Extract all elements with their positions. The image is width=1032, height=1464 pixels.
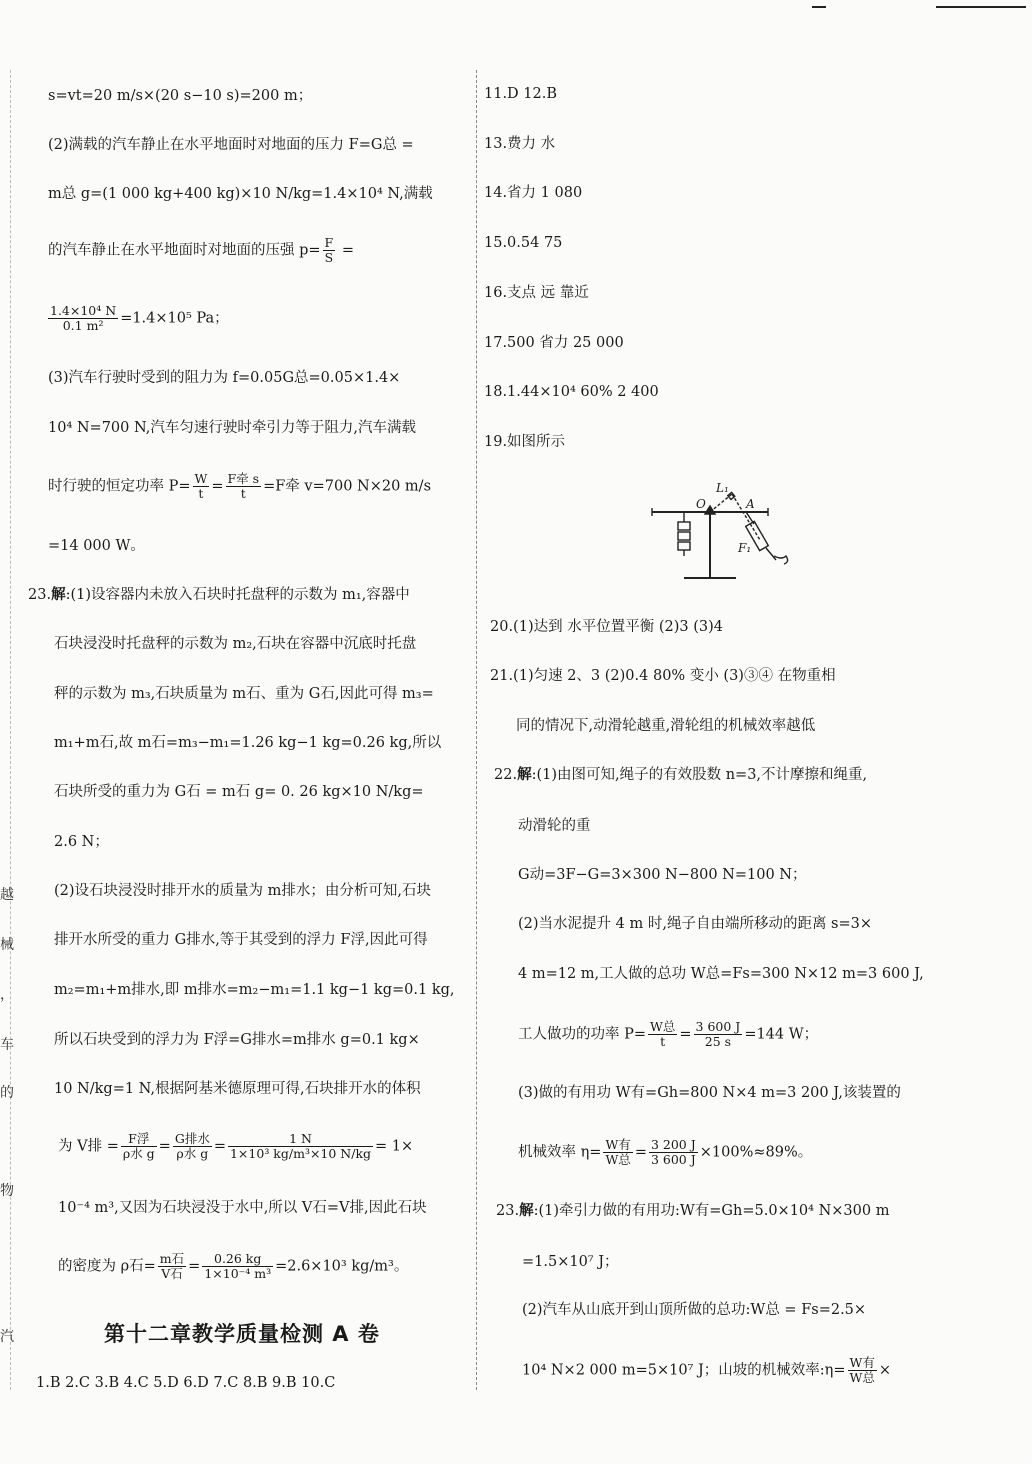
- top-mark: [812, 6, 826, 8]
- text-line: (2)满载的汽车静止在水平地面时对地面的压力 F=G总 =: [48, 137, 414, 153]
- column-divider: [476, 70, 477, 1390]
- text-line: 工人做功的功率 P= $\frac{\text{W总}}{t}$ = $\frac{3 600 J}{25 s}$ =144 W；: [518, 1019, 819, 1049]
- answer-line: 11.D 12.B: [484, 86, 558, 102]
- label-O: O: [696, 497, 706, 511]
- label-F1: F₁: [738, 541, 752, 555]
- lever-figure: [650, 470, 800, 590]
- answer-line: 15.0.54 75: [484, 235, 563, 251]
- fraction: $\frac{\text{W有}}{\text{W总}}$: [605, 1137, 631, 1167]
- text-line: 的密度为 ρ石= $\frac{\text{m石}}{\text{V石}}$ = $\frac{0.26 kg}{\text{1×10⁻⁴ m³}}$ =2.6×10³ kg/m³。: [58, 1251, 409, 1281]
- text-line: 石块浸没时托盘秤的示数为 m₂,石块在容器中沉底时托盘: [54, 636, 417, 652]
- fraction: $\frac{\text{W总}}{t}$: [650, 1019, 676, 1049]
- text-line: (3)做的有用功 W有=Gh=800 N×4 m=3 200 J,该装置的: [518, 1085, 901, 1101]
- text-line: 秤的示数为 m₃,石块质量为 m石、重为 G石,因此可得 m₃=: [54, 686, 434, 702]
- text-line: 所以石块受到的浮力为 F浮=G排水=m排水 g=0.1 kg×: [54, 1032, 420, 1048]
- fraction: $\frac{\text{1.4×10⁴ N}}{\text{0.1 m²}}$: [50, 303, 117, 333]
- text-line: (3)汽车行驶时受到的阻力为 f=0.05G总=0.05×1.4×: [48, 370, 401, 386]
- question-23-right: 23.解:(1)牵引力做的有用功:W有=Gh=5.0×10⁴ N×300 m: [496, 1202, 890, 1219]
- text-line: 10⁴ N×2 000 m=5×10⁷ J；山坡的机械效率:η= $\frac{\text{W有}}{\text{W总}}$ ×: [522, 1355, 892, 1385]
- question-22: 22.解:(1)由图可知,绳子的有效股数 n=3,不计摩擦和绳重,: [494, 766, 868, 783]
- fraction: $\frac{\text{F牵 s}}{t}$: [227, 471, 260, 501]
- text-line: 动滑轮的重: [518, 818, 591, 834]
- answer-line: 21.(1)匀速 2、3 (2)0.4 80% 变小 (3)③④ 在物重相: [490, 668, 836, 684]
- text-line: m₁+m石,故 m石=m₃−m₁=1.26 kg−1 kg=0.26 kg,所以: [54, 735, 442, 751]
- fraction: $\frac{\text{W有}}{\text{W总}}$: [849, 1355, 875, 1385]
- question-23: 23.解:(1)设容器内未放入石块时托盘秤的示数为 m₁,容器中: [28, 586, 410, 603]
- text-line: 4 m=12 m,工人做的总功 W总=Fs=300 N×12 m=3 600 J,: [518, 966, 924, 982]
- text-line: =1.5×10⁷ J；: [522, 1254, 619, 1270]
- answer-line: 13.费力 水: [484, 136, 556, 152]
- answer-line: 同的情况下,动滑轮越重,滑轮组的机械效率越低: [516, 718, 816, 734]
- fraction: $\frac{3 200 J}{3 600 J}$: [650, 1137, 696, 1167]
- answer-line: 19.如图所示: [484, 434, 566, 450]
- text-line: (2)当水泥提升 4 m 时,绳子自由端所移动的距离 s=3×: [518, 916, 873, 932]
- answer-line: 16.支点 远 靠近: [484, 285, 589, 301]
- text-line: 石块所受的重力为 G石 = m石 g= 0. 26 kg×10 N/kg=: [54, 784, 424, 800]
- text-line: 时行驶的恒定功率 P= $\frac{W}{t}$ = $\frac{\text{F牵 s}}{t}$ =F牵 v=700 N×20 m/s: [48, 471, 432, 501]
- text-line: 2.6 N；: [54, 834, 109, 850]
- top-mark: [936, 6, 1026, 8]
- text-line: (2)汽车从山底开到山顶所做的总功:W总 = Fs=2.5×: [522, 1302, 867, 1318]
- text-line: s=vt=20 m/s×(20 s−10 s)=200 m；: [48, 88, 313, 104]
- text-line: (2)设石块浸没时排开水的质量为 m排水；由分析可知,石块: [54, 883, 432, 899]
- text-line: 10⁴ N=700 N,汽车匀速行驶时牵引力等于阻力,汽车满载: [48, 420, 416, 436]
- text-line: 10⁻⁴ m³,又因为石块浸没于水中,所以 V石=V排,因此石块: [58, 1200, 427, 1216]
- fraction: $\frac{\text{G排水}}{\text{ρ水 g}}$: [174, 1131, 210, 1161]
- text-line: 为 V排 = $\frac{\text{F浮}}{\text{ρ水 g}}$ = $\frac{\text{G排水}}{\text{ρ水 g}}$ = $\frac{1 N}{\text{1×10³ kg/m³×10 N/kg}}$ = 1×: [58, 1131, 414, 1161]
- fraction: $\frac{0.26 kg}{\text{1×10⁻⁴ m³}}$: [204, 1251, 272, 1281]
- section-heading: 第十二章教学质量检测 A 卷: [104, 1322, 380, 1346]
- text-line: 机械效率 η= $\frac{\text{W有}}{\text{W总}}$ = $\frac{3 200 J}{3 600 J}$ ×100%≈89%。: [518, 1137, 813, 1167]
- text-line: m总 g=(1 000 kg+400 kg)×10 N/kg=1.4×10⁴ N,满载: [48, 186, 433, 202]
- fraction: $\frac{1 N}{\text{1×10³ kg/m³×10 N/kg}}$: [229, 1131, 372, 1161]
- text-line: 10 N/kg=1 N,根据阿基米德原理可得,石块排开水的体积: [54, 1081, 421, 1097]
- text-line: $\frac{\text{1.4×10⁴ N}}{\text{0.1 m²}}$ =1.4×10⁵ Pa；: [50, 303, 229, 333]
- fraction: $\frac{3 600 J}{25 s}$: [695, 1019, 741, 1049]
- label-L1: L₁: [716, 481, 729, 495]
- fraction: $\frac{W}{t}$: [194, 471, 208, 501]
- fraction: $\frac{F}{S}$: [324, 235, 334, 265]
- fraction: $\frac{\text{m石}}{\text{V石}}$: [159, 1251, 185, 1281]
- answer-line: 18.1.44×10⁴ 60% 2 400: [484, 384, 659, 400]
- text-line: m₂=m₁+m排水,即 m排水=m₂−m₁=1.1 kg−1 kg=0.1 kg,: [54, 982, 455, 998]
- text-line: G动=3F−G=3×300 N−800 N=100 N；: [518, 867, 807, 883]
- label-A: A: [746, 497, 755, 511]
- answer-line: 1.B 2.C 3.B 4.C 5.D 6.D 7.C 8.B 9.B 10.C: [36, 1375, 336, 1391]
- text-line: 排开水所受的重力 G排水,等于其受到的浮力 F浮,因此可得: [54, 932, 428, 948]
- answer-line: 20.(1)达到 水平位置平衡 (2)3 (3)4: [490, 619, 723, 635]
- answer-line: 17.500 省力 25 000: [484, 335, 624, 351]
- fraction: $\frac{\text{F浮}}{\text{ρ水 g}}$: [122, 1131, 155, 1161]
- answer-line: 14.省力 1 080: [484, 185, 583, 201]
- text-line: 的汽车静止在水平地面时对地面的压强 p= $\frac{F}{S}$ =: [48, 235, 354, 265]
- text-line: =14 000 W。: [48, 538, 145, 554]
